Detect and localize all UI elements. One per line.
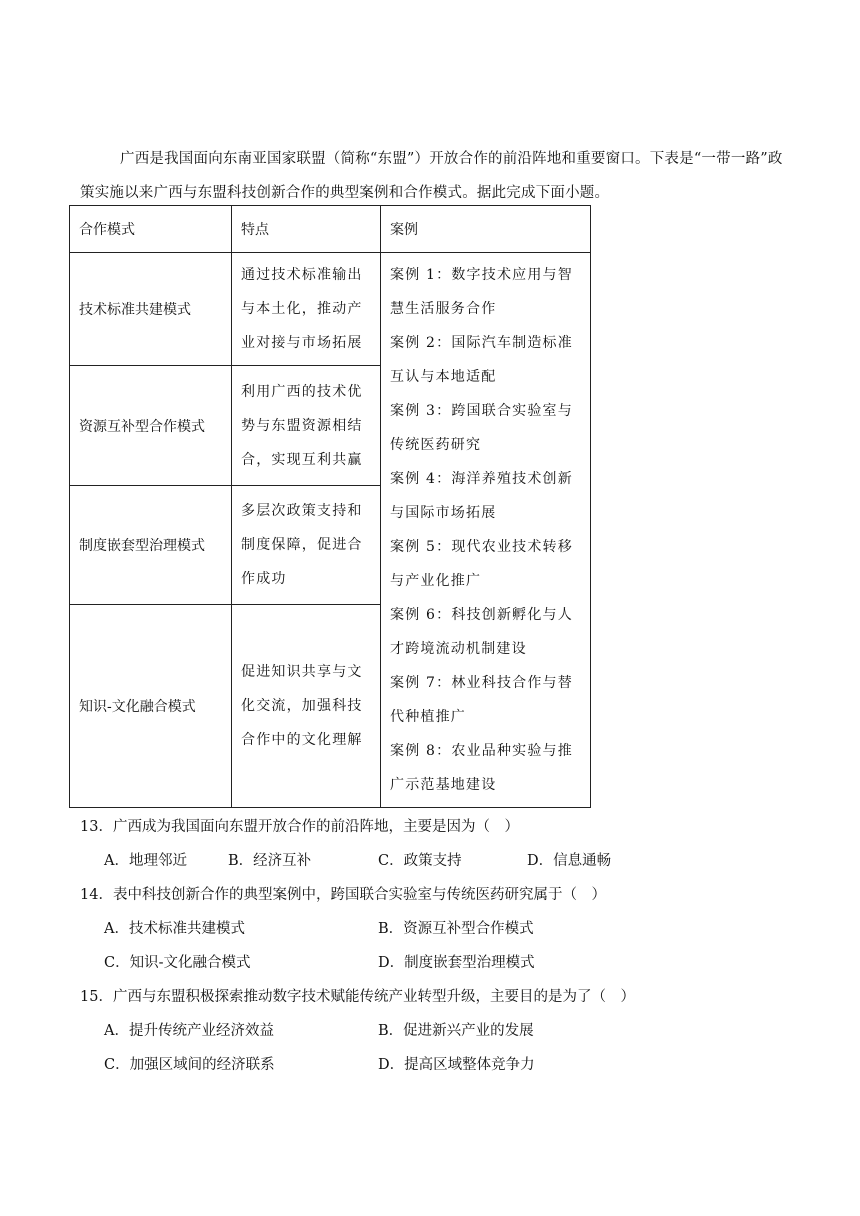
header-feature: 特点: [232, 206, 381, 253]
feature-cell: 促进知识共享与文化交流，加强科技合作中的文化理解: [232, 605, 381, 808]
case-item: 案例 4：海洋养殖技术创新与国际市场拓展: [390, 471, 573, 521]
case-item: 案例 8：农业品种实验与推广示范基地建设: [390, 743, 573, 793]
table-header-row: [70, 206, 591, 253]
question-stem: 15．广西与东盟积极探索推动数字技术赋能传统产业转型升级，主要目的是为了（ ）: [80, 989, 635, 1005]
feature-cell: 多层次政策支持和制度保障，促进合作成功: [232, 486, 381, 605]
feature-cell: 通过技术标准输出与本土化，推动产业对接与市场拓展: [232, 253, 381, 366]
option-c[interactable]: C．政策支持: [378, 853, 462, 869]
intro-paragraph: 广西是我国面向东南亚国家联盟（简称“东盟”）开放合作的前沿阵地和重要窗口。下表是“一带一路”政策实施以来广西与东盟科技创新合作的典型案例和合作模式。据此完成下面小题。: [80, 151, 783, 201]
option-row: [80, 1014, 800, 1048]
case-item: 案例 5：现代农业技术转移与产业化推广: [390, 539, 573, 589]
case-item: 案例 3：跨国联合实验室与传统医药研究: [390, 403, 573, 453]
option-b[interactable]: B．经济互补: [228, 853, 312, 869]
mode-cell: 制度嵌套型治理模式: [70, 486, 232, 605]
option-row: [80, 946, 800, 980]
case-item: 案例 2：国际汽车制造标准互认与本地适配: [390, 335, 573, 385]
option-a[interactable]: A．技术标准共建模式: [104, 921, 245, 937]
mode-cell: 技术标准共建模式: [70, 253, 232, 366]
cooperation-table: [69, 205, 591, 808]
question-stem: 14．表中科技创新合作的典型案例中，跨国联合实验室与传统医药研究属于（ ）: [80, 887, 606, 903]
option-row: [80, 844, 800, 878]
feature-cell: 利用广西的技术优势与东盟资源相结合，实现互利共赢: [232, 366, 381, 486]
option-c[interactable]: C．加强区域间的经济联系: [104, 1057, 275, 1073]
option-c[interactable]: C．知识-文化融合模式: [104, 955, 251, 971]
option-a[interactable]: A．地理邻近: [104, 853, 187, 869]
cases-cell: [381, 253, 591, 808]
option-b[interactable]: B．资源互补型合作模式: [378, 921, 534, 937]
case-item: 案例 7：林业科技合作与替代种植推广: [390, 675, 573, 725]
question-14: [80, 878, 800, 980]
table-row: [70, 253, 591, 366]
option-a[interactable]: A．提升传统产业经济效益: [104, 1023, 274, 1039]
option-d[interactable]: D．提高区域整体竞争力: [378, 1057, 535, 1073]
header-cases: 案例: [381, 206, 591, 253]
option-d[interactable]: D．制度嵌套型治理模式: [378, 955, 535, 971]
option-b[interactable]: B．促进新兴产业的发展: [378, 1023, 534, 1039]
mode-cell: 资源互补型合作模式: [70, 366, 232, 486]
question-13: [80, 810, 800, 878]
question-15: [80, 980, 800, 1082]
case-item: 案例 1：数字技术应用与智慧生活服务合作: [390, 267, 573, 317]
case-item: 案例 6：科技创新孵化与人才跨境流动机制建设: [390, 607, 573, 657]
question-list: [80, 810, 800, 1082]
option-d[interactable]: D．信息通畅: [527, 853, 612, 869]
header-mode: 合作模式: [70, 206, 232, 253]
question-stem: 13．广西成为我国面向东盟开放合作的前沿阵地，主要是因为（ ）: [80, 819, 519, 835]
option-row: [80, 912, 800, 946]
mode-cell: 知识-文化融合模式: [70, 605, 232, 808]
option-row: [80, 1048, 800, 1082]
